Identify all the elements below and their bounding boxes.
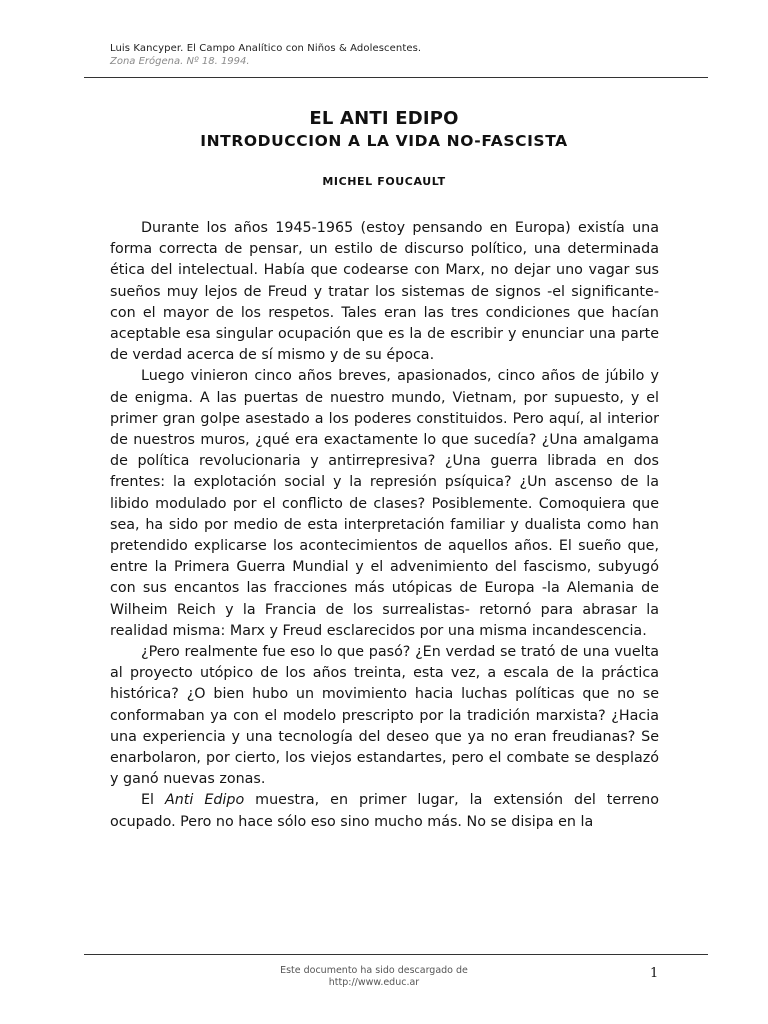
page-number: 1	[650, 966, 659, 981]
document-subtitle: INTRODUCCION A LA VIDA NO-FASCISTA	[200, 132, 568, 150]
footer-note	[0, 965, 748, 989]
footer-download-note: Este documento ha sido descargado de	[280, 965, 468, 976]
paragraph-3: ¿Pero realmente fue eso lo que pasó? ¿En verdad se trató de una vuelta al proyecto utópico de los años treinta, esta vez, a escala de la práctica histórica? ¿O bien hubo un movimiento hacia luchas políticas que no se conformaban ya con el modelo prescripto por la tradición marxista? ¿Hacia una experiencia y una tecnología del deseo que ya no eran freudianas? Se enarbolaron, por cierto, los viejos estandartes, pero el combate se desplazó y ganó nuevas zonas.	[110, 644, 659, 788]
running-header	[110, 42, 670, 68]
paragraph-1: Durante los años 1945-1965 (estoy pensando en Europa) existía una forma correcta de pensar, un estilo de discurso político, una determinada ética del intelectual. Había que codearse con Marx, no dejar uno vagar sus sueños muy lejos de Freud y tratar los sistemas de signos -el significante- con el mayor de los respetos. Tales eran las tres condiciones que hacían aceptable esa singular ocupación que es la de escribir y enunciar una parte de verdad acerca de sí mismo y de su época.	[110, 220, 659, 364]
paragraph-4-rest: muestra, en primer lugar, la extensión del terreno ocupado. Pero no hace sólo eso sino mucho más. No se disipa en la	[110, 792, 659, 830]
footer-url: http://www.educ.ar	[328, 977, 420, 988]
footer-divider	[84, 954, 708, 955]
paragraph-2: Luego vinieron cinco años breves, apasionados, cinco años de júbilo y de enigma. A las puertas de nuestro mundo, Vietnam, por supuesto, y el primer gran golpe asestado a los poderes constituidos. Pero aquí, al interior de nuestros muros, ¿qué era exactamente lo que sucedía? ¿Una amalgama de política revolucionaria y antirrepresiva? ¿Una guerra librada en dos frentes: la explotación social y la represión psíquica? ¿Un ascenso de la libido modulado por el conflicto de clases? Posiblemente. Comoquiera que sea, ha sido por medio de esta interpretación familiar y dualista como han pretendido explicarse los acontecimientos de aquellos años. El sueño que, entre la Primera Guerra Mundial y el advenimiento del fascismo, subyugó con sus encantos las fracciones más utópicas de Europa -la Alemania de Wilheim Reich y la Francia de los surrealistas- retornó para abrasar la realidad misma: Marx y Freud esclarecidos por una misma incandescencia.	[110, 368, 659, 639]
header-divider	[84, 77, 708, 78]
header-source: Zona Erógena. Nº 18. 1994.	[110, 56, 250, 67]
paragraph-4	[110, 790, 659, 832]
body-text	[110, 218, 659, 833]
paragraph-4-start: El	[141, 792, 165, 809]
book-title-italic: Anti Edipo	[164, 792, 245, 809]
document-title: EL ANTI EDIPO	[309, 108, 459, 129]
header-citation: Luis Kancyper. El Campo Analítico con Niños & Adolescentes.	[110, 43, 422, 54]
author-name: MICHEL FOUCAULT	[322, 175, 446, 188]
